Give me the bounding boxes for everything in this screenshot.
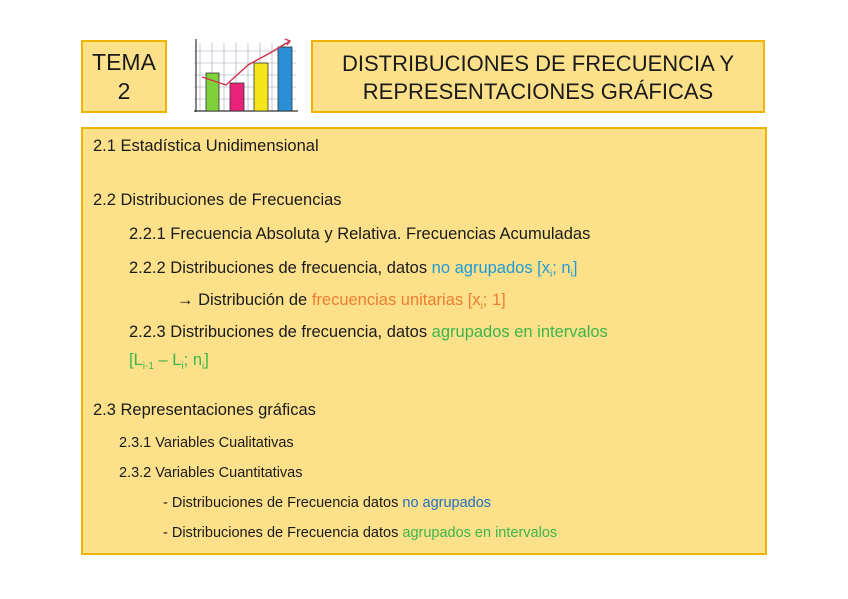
title-line-2: REPRESENTACIONES GRÁFICAS xyxy=(362,79,714,104)
frecuencias-unitarias-text: frecuencias unitarias [x xyxy=(311,291,481,309)
subscript-i: i xyxy=(570,269,573,280)
bracket-close: ] xyxy=(572,259,578,277)
subscript-i: i xyxy=(202,361,205,372)
section-2-2-2 xyxy=(129,259,577,278)
bar-chart-illustration xyxy=(186,35,302,115)
notation-part-d: ] xyxy=(204,351,209,369)
tema-label-box xyxy=(81,40,167,113)
section-2-3-2: 2.3.2 Variables Cuantitativas xyxy=(119,465,303,481)
no-agrupados-label xyxy=(431,259,578,280)
dash-item-agrupados-colored: agrupados en intervalos xyxy=(402,525,558,541)
subscript-i-1: i-1 xyxy=(142,361,154,372)
unitarias-end: ; 1] xyxy=(482,291,506,309)
section-2-2-2-prefix: 2.2.2 Distribuciones de frecuencia, datos xyxy=(129,259,432,277)
tema-word: TEMA xyxy=(92,49,156,75)
n-text: ; n xyxy=(552,259,571,277)
arrow-line-unitarias xyxy=(177,291,506,310)
no-agrupados-text: no agrupados [x xyxy=(431,259,551,277)
section-2-3: 2.3 Representaciones gráficas xyxy=(93,401,316,419)
section-2-3-1: 2.3.1 Variables Cualitativas xyxy=(119,435,294,451)
notation-part-c: ; n xyxy=(183,351,203,369)
dash-item-agrupados xyxy=(163,525,557,541)
title-line-1: DISTRIBUCIONES DE FRECUENCIA Y xyxy=(342,51,734,76)
content-box xyxy=(81,127,767,555)
title-box xyxy=(311,40,765,113)
arrow-line-prefix: → Distribución de xyxy=(177,291,312,309)
frecuencias-unitarias-label xyxy=(311,291,506,312)
section-2-1: 2.1 Estadística Unidimensional xyxy=(93,137,319,155)
subscript-i: i xyxy=(550,269,553,280)
section-2-2-3-prefix: 2.2.3 Distribuciones de frecuencia, datos xyxy=(129,323,432,341)
dash-item-no-agrupados-colored: no agrupados xyxy=(402,495,492,511)
dash-item-no-agrupados xyxy=(163,495,491,511)
dash-item-prefix: - Distribuciones de Frecuencia datos xyxy=(163,525,403,541)
subscript-i: i xyxy=(480,301,483,312)
section-2-2-1: 2.2.1 Frecuencia Absoluta y Relativa. Frecuencias Acumuladas xyxy=(129,225,591,243)
dash-item-prefix: - Distribuciones de Frecuencia datos xyxy=(163,495,403,511)
tema-number: 2 xyxy=(117,78,131,104)
agrupados-intervalos-label: agrupados en intervalos xyxy=(431,323,608,341)
subscript-i: i xyxy=(181,361,184,372)
notation-part-a: [L xyxy=(129,351,143,369)
section-2-2-3 xyxy=(129,323,608,342)
section-2-2: 2.2 Distribuciones de Frecuencias xyxy=(93,191,342,209)
section-2-2-3-notation xyxy=(129,351,209,370)
notation-part-b: – L xyxy=(153,351,182,369)
